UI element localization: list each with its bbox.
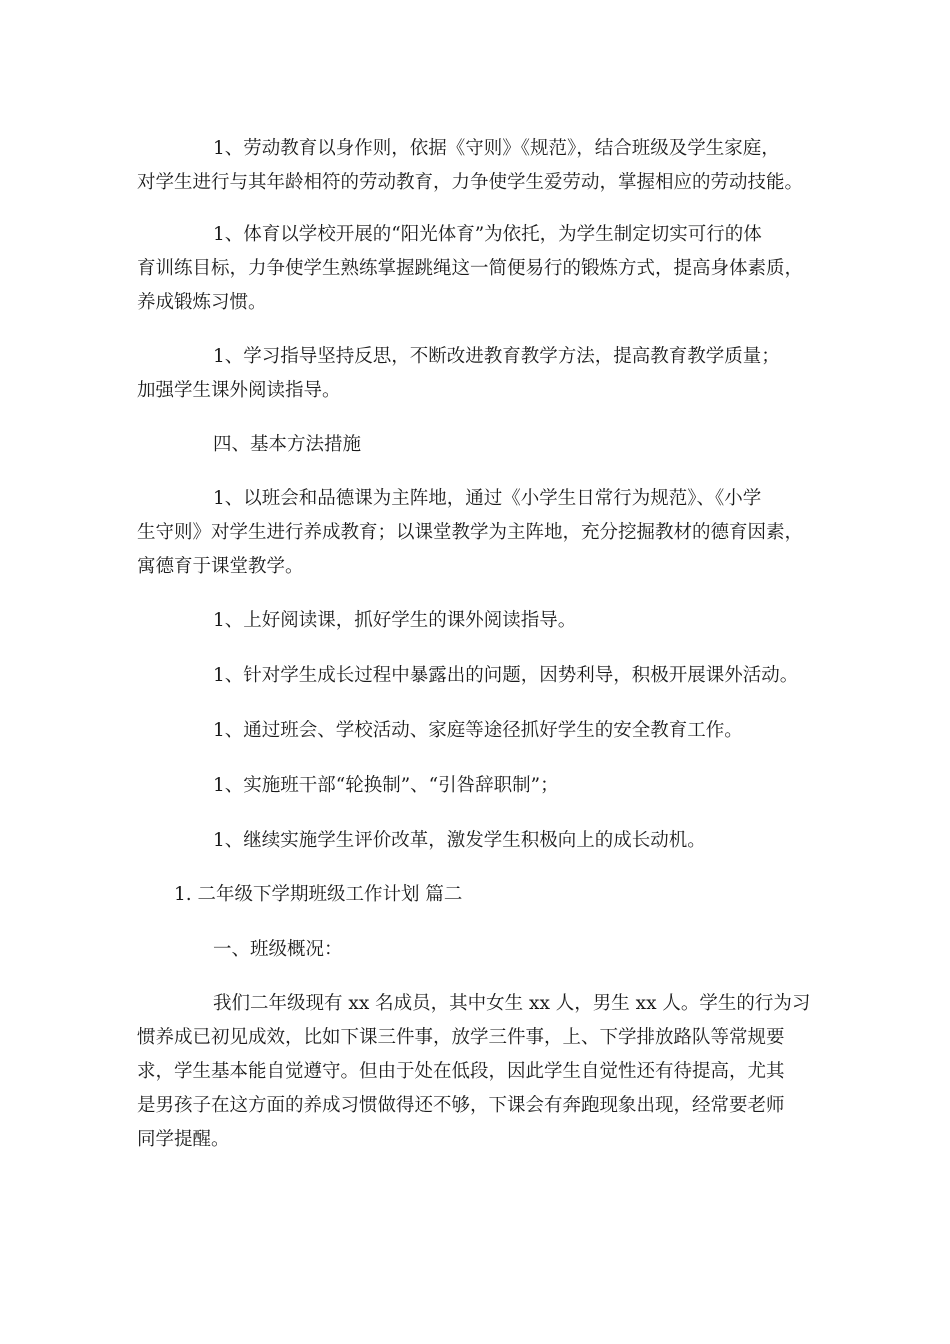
paragraph-line: 同学提醒。 xyxy=(137,1129,230,1150)
paragraph-line: 1、实施班干部“轮换制”、“引咎辞职制”； xyxy=(213,775,559,796)
paragraph-line: 养成锻炼习惯。 xyxy=(137,292,267,313)
paragraph-line: 1、学习指导坚持反思，不断改进教育教学方法，提高教育教学质量； xyxy=(213,346,780,367)
paragraph-line: 寓德育于课堂教学。 xyxy=(137,556,304,577)
section-heading: 四、基本方法措施 xyxy=(213,434,362,455)
paragraph-line: 1、上好阅读课，抓好学生的课外阅读指导。 xyxy=(213,610,577,631)
paragraph-line: 1、针对学生成长过程中暴露出的问题，因势利导，积极开展课外活动。 xyxy=(213,665,799,686)
paragraph-line: 生守则》对学生进行养成教育；以课堂教学为主阵地，充分挖掘教材的德育因素， xyxy=(137,522,804,543)
article-title: 1. 二年级下学期班级工作计划 篇二 xyxy=(174,884,463,905)
paragraph-line: 我们二年级现有 xx 名成员，其中女生 xx 人，男生 xx 人。学生的行为习 xyxy=(213,993,811,1014)
paragraph-line: 惯养成已初见成效，比如下课三件事，放学三件事，上、下学排放路队等常规要 xyxy=(137,1027,785,1048)
paragraph-line: 育训练目标，力争使学生熟练掌握跳绳这一简便易行的锻炼方式，提高身体素质， xyxy=(137,258,804,279)
paragraph-line: 1、继续实施学生评价改革，激发学生积极向上的成长动机。 xyxy=(213,830,706,851)
paragraph-line: 加强学生课外阅读指导。 xyxy=(137,380,341,401)
section-heading: 一、班级概况： xyxy=(213,939,343,960)
paragraph-line: 1、劳动教育以身作则，依据《守则》《规范》，结合班级及学生家庭， xyxy=(213,138,780,159)
paragraph-line: 1、通过班会、学校活动、家庭等途径抓好学生的安全教育工作。 xyxy=(213,720,743,741)
paragraph-line: 1、以班会和品德课为主阵地，通过《小学生日常行为规范》、《小学 xyxy=(213,488,762,509)
paragraph-line: 是男孩子在这方面的养成习惯做得还不够，下课会有奔跑现象出现，经常要老师 xyxy=(137,1095,785,1116)
paragraph-line: 求，学生基本能自觉遵守。但由于处在低段，因此学生自觉性还有待提高，尤其 xyxy=(137,1061,785,1082)
paragraph-line: 1、体育以学校开展的“阳光体育”为依托，为学生制定切实可行的体 xyxy=(213,224,762,245)
paragraph-line: 对学生进行与其年龄相符的劳动教育，力争使学生爱劳动，掌握相应的劳动技能。 xyxy=(137,172,804,193)
